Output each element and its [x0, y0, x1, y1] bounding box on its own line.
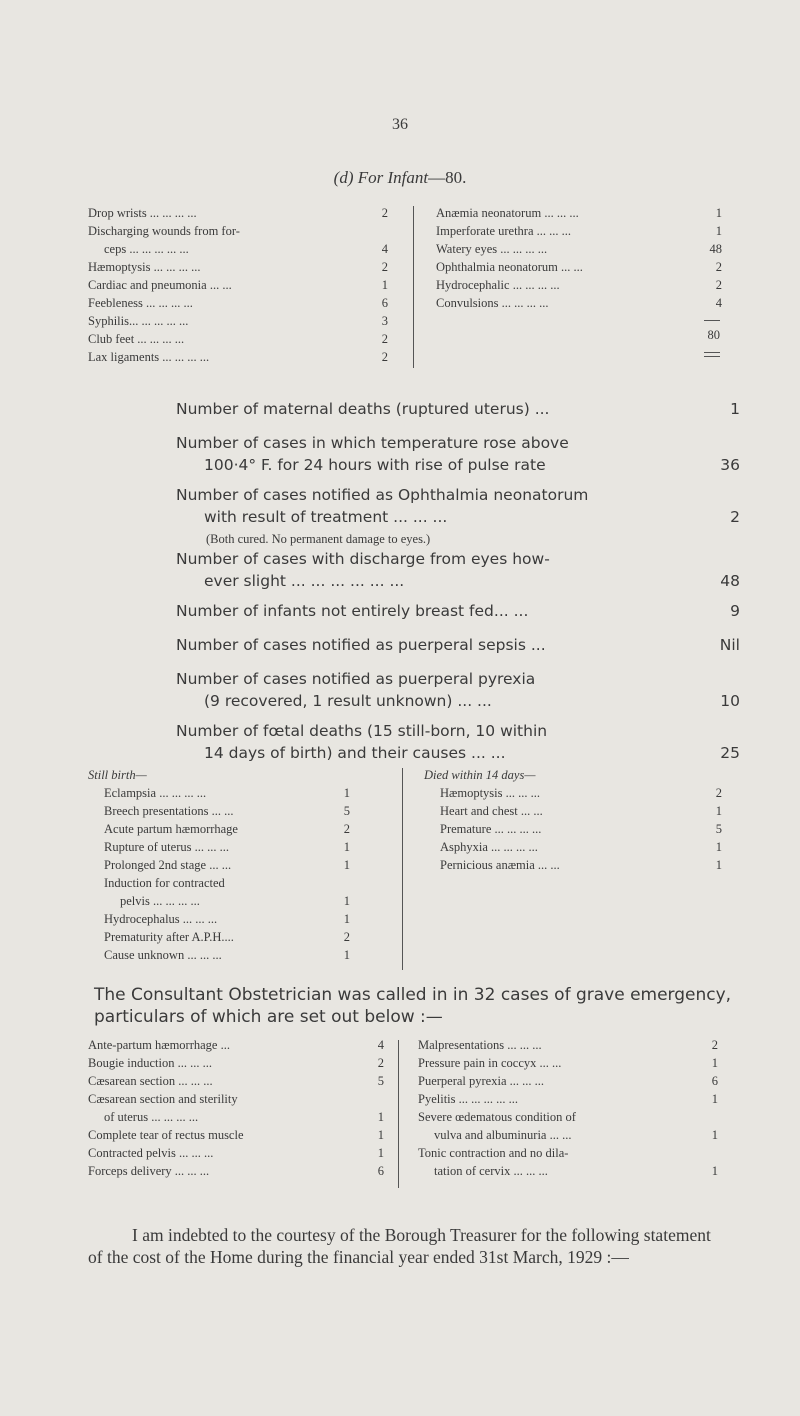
item-value: 2 [711, 1038, 718, 1052]
infant-left-list [88, 204, 388, 366]
item-label: vulva and albuminuria ... ... [434, 1128, 572, 1142]
item-label: Rupture of uterus ... ... ... [104, 840, 229, 854]
stat-line [176, 454, 740, 476]
item-value: 1 [715, 224, 722, 238]
list-item [436, 276, 722, 294]
list-item [88, 910, 350, 928]
list-item [88, 1072, 384, 1090]
list-item [88, 330, 388, 348]
item-label: Discharging wounds from for- [88, 224, 240, 238]
stat-item [176, 398, 740, 420]
item-value: 1 [715, 840, 722, 854]
closing-paragraph: I am indebted to the courtesy of the Borough Treasurer for the following statement of the cost of the Home during the financial year ended 31st March, 1929 :— [88, 1225, 711, 1267]
infant-right-list [436, 204, 722, 312]
heading-label: (d) For Infant [333, 168, 429, 187]
item-value: 2 [343, 930, 350, 944]
stat-value: Nil [719, 636, 740, 654]
item-label: Hydrocephalic ... ... ... ... [436, 278, 560, 292]
item-value: 2 [377, 1056, 384, 1070]
stat-line [176, 600, 740, 622]
list-item [88, 1036, 384, 1054]
list-item [88, 1054, 384, 1072]
item-value: 1 [377, 1110, 384, 1124]
list-item [88, 348, 388, 366]
stat-item [176, 432, 740, 476]
stat-label: Number of cases with discharge from eyes how- [176, 550, 550, 568]
item-label: Drop wrists ... ... ... ... [88, 206, 197, 220]
item-label: Pyelitis ... ... ... ... ... [418, 1092, 519, 1106]
stat-label: ever slight ... ... ... ... ... ... [204, 572, 405, 590]
item-label: Tonic contraction and no dila- [418, 1146, 569, 1160]
item-value: 2 [381, 206, 388, 220]
item-label: Malpresentations ... ... ... [418, 1038, 542, 1052]
item-value: 5 [377, 1074, 384, 1088]
list-item [436, 222, 722, 240]
item-value: 1 [381, 278, 388, 292]
item-label: Prolonged 2nd stage ... ... [104, 858, 232, 872]
page-number: 36 [392, 116, 408, 133]
stat-label: Number of cases notified as puerperal pyrexia [176, 670, 536, 688]
item-label: ceps ... ... ... ... ... [104, 242, 189, 256]
item-value [366, 222, 388, 240]
stat-value: 1 [730, 400, 740, 418]
list-item [418, 1072, 718, 1090]
item-label: Cardiac and pneumonia ... ... [88, 278, 232, 292]
item-value: 1 [711, 1056, 718, 1070]
stat-line [176, 506, 740, 528]
stat-value: 36 [720, 456, 740, 474]
item-value: 2 [381, 332, 388, 346]
list-item [424, 838, 722, 856]
list-item [424, 820, 722, 838]
item-label: Imperforate urethra ... ... ... [436, 224, 572, 238]
emergency-left-list [88, 1036, 384, 1180]
item-value: 1 [377, 1128, 384, 1142]
list-item [88, 820, 350, 838]
consultant-paragraph: The Consultant Obstetrician was called in in 32 cases of grave emergency, particulars of which are set out below :— [94, 985, 732, 1027]
list-item [436, 240, 722, 258]
item-label: Club feet ... ... ... ... [88, 332, 185, 346]
item-label: Cause unknown ... ... ... [104, 948, 222, 962]
item-value: 1 [377, 1146, 384, 1160]
stat-label: (9 recovered, 1 result unknown) ... ... [204, 692, 492, 710]
item-value [696, 1108, 718, 1126]
stat-label: Number of maternal deaths (ruptured uterus) ... [176, 400, 550, 418]
item-value: 1 [343, 912, 350, 926]
item-label: Watery eyes ... ... ... ... [436, 242, 548, 256]
item-label: Feebleness ... ... ... ... [88, 296, 193, 310]
list-title: Still birth— [88, 768, 147, 782]
emergency-right-list [418, 1036, 718, 1180]
item-label: Lax ligaments ... ... ... ... [88, 350, 210, 364]
item-value: 6 [381, 296, 388, 310]
item-value: 2 [715, 260, 722, 274]
died-within-list [424, 766, 722, 874]
stat-value: 10 [720, 692, 740, 710]
list-item [418, 1054, 718, 1072]
item-value: 2 [343, 822, 350, 836]
item-value [696, 1144, 718, 1162]
item-value [328, 874, 350, 892]
list-item [424, 784, 722, 802]
item-value: 1 [343, 858, 350, 872]
item-label: Cæsarean section and sterility [88, 1092, 238, 1106]
stat-value: 25 [720, 744, 740, 762]
item-value: 5 [715, 822, 722, 836]
item-value: 2 [715, 278, 722, 292]
list-item [418, 1036, 718, 1054]
heading-suffix: —80. [428, 168, 467, 187]
list-item [88, 240, 388, 258]
list-item [88, 784, 350, 802]
item-label: of uterus ... ... ... ... [104, 1110, 199, 1124]
item-label: Asphyxia ... ... ... ... [440, 840, 538, 854]
list-item [88, 222, 388, 240]
list-item [88, 1126, 384, 1144]
item-value: 1 [715, 206, 722, 220]
list-item [88, 838, 350, 856]
item-label: Induction for contracted [104, 876, 225, 890]
stat-line [176, 634, 740, 656]
item-value: 2 [381, 260, 388, 274]
item-label: tation of cervix ... ... ... [434, 1164, 548, 1178]
item-value: 1 [343, 840, 350, 854]
list-item [418, 1108, 718, 1126]
list-item [418, 1144, 718, 1162]
infant-total: 80 [707, 328, 720, 342]
stat-item [176, 484, 740, 528]
item-label: Puerperal pyrexia ... ... ... [418, 1074, 545, 1088]
total-double-rule [704, 352, 720, 357]
item-value: 1 [711, 1128, 718, 1142]
item-value: 1 [715, 804, 722, 818]
list-item [88, 928, 350, 946]
item-label: Eclampsia ... ... ... ... [104, 786, 207, 800]
list-item [88, 1090, 384, 1108]
item-value: 1 [711, 1164, 718, 1178]
stat-line [176, 742, 740, 764]
item-value: 6 [711, 1074, 718, 1088]
stat-label: 100·4° F. for 24 hours with rise of pulse rate [204, 456, 546, 474]
list-item [88, 276, 388, 294]
item-value [362, 1090, 384, 1108]
item-value: 4 [381, 242, 388, 256]
item-label: Anæmia neonatorum ... ... ... [436, 206, 579, 220]
list-title: Died within 14 days— [424, 768, 536, 782]
item-label: Breech presentations ... ... [104, 804, 234, 818]
stat-label: Number of fœtal deaths (15 still-born, 10 within [176, 722, 548, 740]
item-value: 6 [377, 1164, 384, 1178]
item-label: Pressure pain in coccyx ... ... [418, 1056, 562, 1070]
item-value: 2 [381, 350, 388, 364]
item-label: Premature ... ... ... ... [440, 822, 542, 836]
ophthalmia-note: (Both cured. No permanent damage to eyes.) [206, 532, 431, 546]
item-label: Ophthalmia neonatorum ... ... [436, 260, 583, 274]
item-label: Cæsarean section ... ... ... [88, 1074, 213, 1088]
item-label: Heart and chest ... ... [440, 804, 543, 818]
item-label: Pernicious anæmia ... ... [440, 858, 560, 872]
item-value: 48 [709, 242, 722, 256]
list-item [88, 204, 388, 222]
item-value: 1 [715, 858, 722, 872]
item-value: 1 [343, 948, 350, 962]
list-item [418, 1090, 718, 1108]
stat-item [176, 668, 740, 712]
stat-item [176, 720, 740, 764]
stat-item [176, 634, 740, 656]
list-item [88, 294, 388, 312]
item-value: 4 [377, 1038, 384, 1052]
item-label: Severe œdematous condition of [418, 1110, 576, 1124]
item-label: Syphilis... ... ... ... ... [88, 314, 189, 328]
stat-label: Number of cases notified as Ophthalmia neonatorum [176, 486, 589, 504]
stat-label: Number of cases in which temperature rose above [176, 434, 569, 452]
list-item [88, 946, 350, 964]
list-item [436, 258, 722, 276]
item-value: 1 [711, 1092, 718, 1106]
stat-label: Number of infants not entirely breast fed... ... [176, 602, 529, 620]
item-label: Hæmoptysis ... ... ... ... [88, 260, 201, 274]
stat-value: 48 [720, 572, 740, 590]
stat-value: 2 [730, 508, 740, 526]
list-item [424, 802, 722, 820]
stat-label: with result of treatment ... ... ... [204, 508, 448, 526]
still-birth-list [88, 766, 350, 964]
stat-line [176, 570, 740, 592]
item-value: 1 [343, 786, 350, 800]
item-label: Acute partum hæmorrhage [104, 822, 238, 836]
item-label: Complete tear of rectus muscle [88, 1128, 244, 1142]
list-item [88, 312, 388, 330]
section-heading [0, 168, 800, 188]
item-label: Convulsions ... ... ... ... [436, 296, 549, 310]
list-item [436, 294, 722, 312]
item-value: 4 [715, 296, 722, 310]
item-label: Bougie induction ... ... ... [88, 1056, 212, 1070]
item-label: Contracted pelvis ... ... ... [88, 1146, 214, 1160]
divider [398, 1040, 399, 1188]
item-value: 1 [343, 894, 350, 908]
list-item [436, 204, 722, 222]
item-value: 2 [715, 786, 722, 800]
stat-line [176, 690, 740, 712]
stat-value: 9 [730, 602, 740, 620]
item-label: Hydrocephalus ... ... ... [104, 912, 218, 926]
item-label: Forceps delivery ... ... ... [88, 1164, 210, 1178]
stat-item [176, 600, 740, 622]
divider [402, 768, 403, 970]
item-label: Ante-partum hæmorrhage ... [88, 1038, 230, 1052]
item-value: 5 [343, 804, 350, 818]
list-item [88, 892, 350, 910]
item-label: Prematurity after A.P.H.... [104, 930, 234, 944]
total-rule [704, 320, 720, 321]
list-item [88, 856, 350, 874]
list-item [418, 1162, 718, 1180]
list-item [424, 856, 722, 874]
stat-label: 14 days of birth) and their causes ... ... [204, 744, 506, 762]
list-item [88, 874, 350, 892]
item-label: pelvis ... ... ... ... [120, 894, 200, 908]
list-item [88, 802, 350, 820]
list-item [88, 258, 388, 276]
stat-label: Number of cases notified as puerperal sepsis ... [176, 636, 546, 654]
list-item [418, 1126, 718, 1144]
item-label: Hæmoptysis ... ... ... [440, 786, 541, 800]
stat-line [176, 398, 740, 420]
list-item [88, 1162, 384, 1180]
list-item [88, 1108, 384, 1126]
item-value: 3 [381, 314, 388, 328]
list-item [88, 1144, 384, 1162]
stat-item [176, 548, 740, 592]
divider [413, 206, 414, 368]
